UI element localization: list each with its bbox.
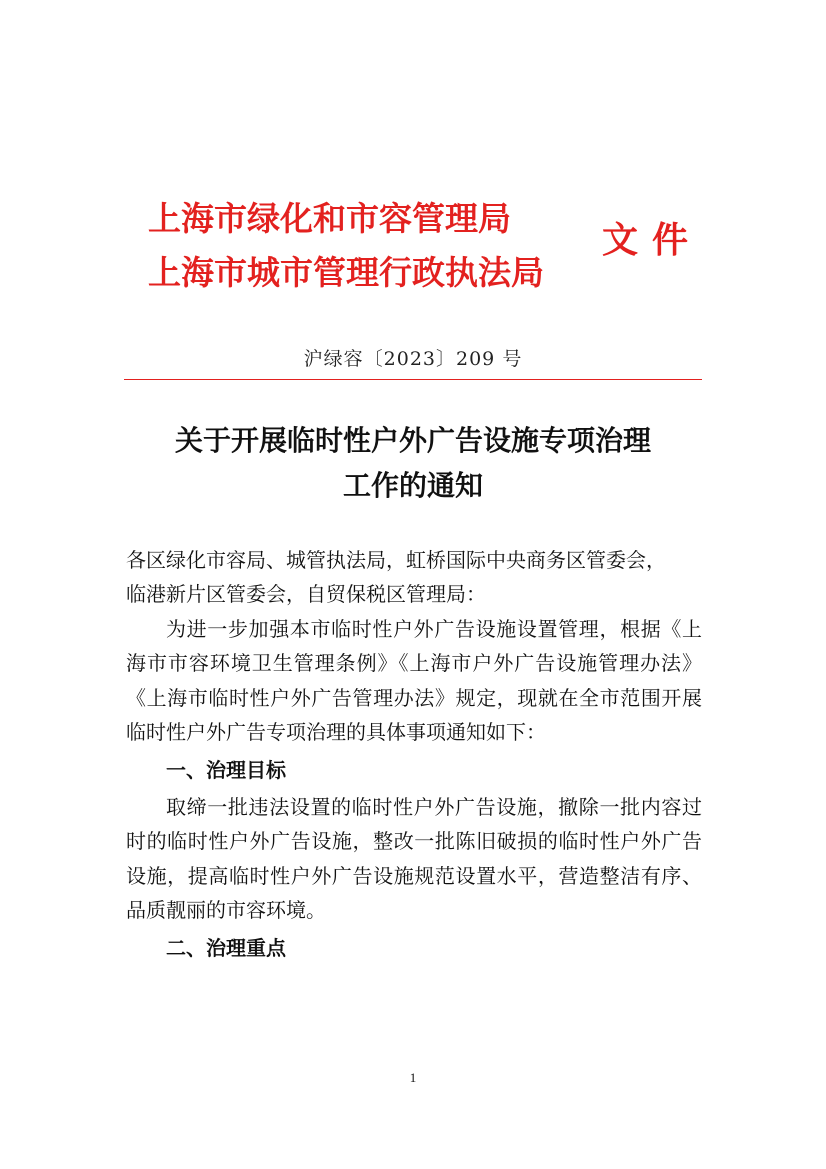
section-heading-focus: 二、治理重点 xyxy=(166,936,286,961)
title-line-2: 工作的通知 xyxy=(342,469,483,502)
red-divider xyxy=(124,379,702,380)
goals-paragraph: 取缔一批违法设置的临时性户外广告设施，撤除一批内容过时的临时性户外广告设施，整改一批陈旧破损的临时性户外广告设施，提高临时性户外广告设施规范设置水平，营造整洁有序、品质靓丽的市容环境。 xyxy=(126,794,702,923)
intro-paragraph: 为进一步加强本市临时性户外广告设施设置管理，根据《上海市市容环境卫生管理条例》《上海市户外广告设施管理办法》《上海市临时性户外广告管理办法》规定，现就在全市范围开展临时性户外广告专项治理的具体事项通知如下： xyxy=(126,616,702,745)
issuing-authorities xyxy=(148,192,608,300)
title-line-1: 关于开展临时性户外广告设施专项治理 xyxy=(174,424,651,457)
recipients-line-2: 临港新片区管委会，自贸保税区管理局： xyxy=(126,582,486,607)
recipients-line-1: 各区绿化市容局、城管执法局，虹桥国际中央商务区管委会， xyxy=(126,548,666,572)
document-label: 文件 xyxy=(602,219,703,261)
section-heading-goals: 一、治理目标 xyxy=(166,758,286,783)
document-body xyxy=(126,543,702,966)
document-number: 沪绿容〔2023〕209 号 xyxy=(303,348,523,370)
page-number: 1 xyxy=(409,1070,417,1085)
org-name-enforcement-bureau: 上海市城市管理行政执法局 xyxy=(148,253,544,292)
org-name-greening-bureau: 上海市绿化和市容管理局 xyxy=(148,199,511,238)
document-title xyxy=(0,418,826,508)
